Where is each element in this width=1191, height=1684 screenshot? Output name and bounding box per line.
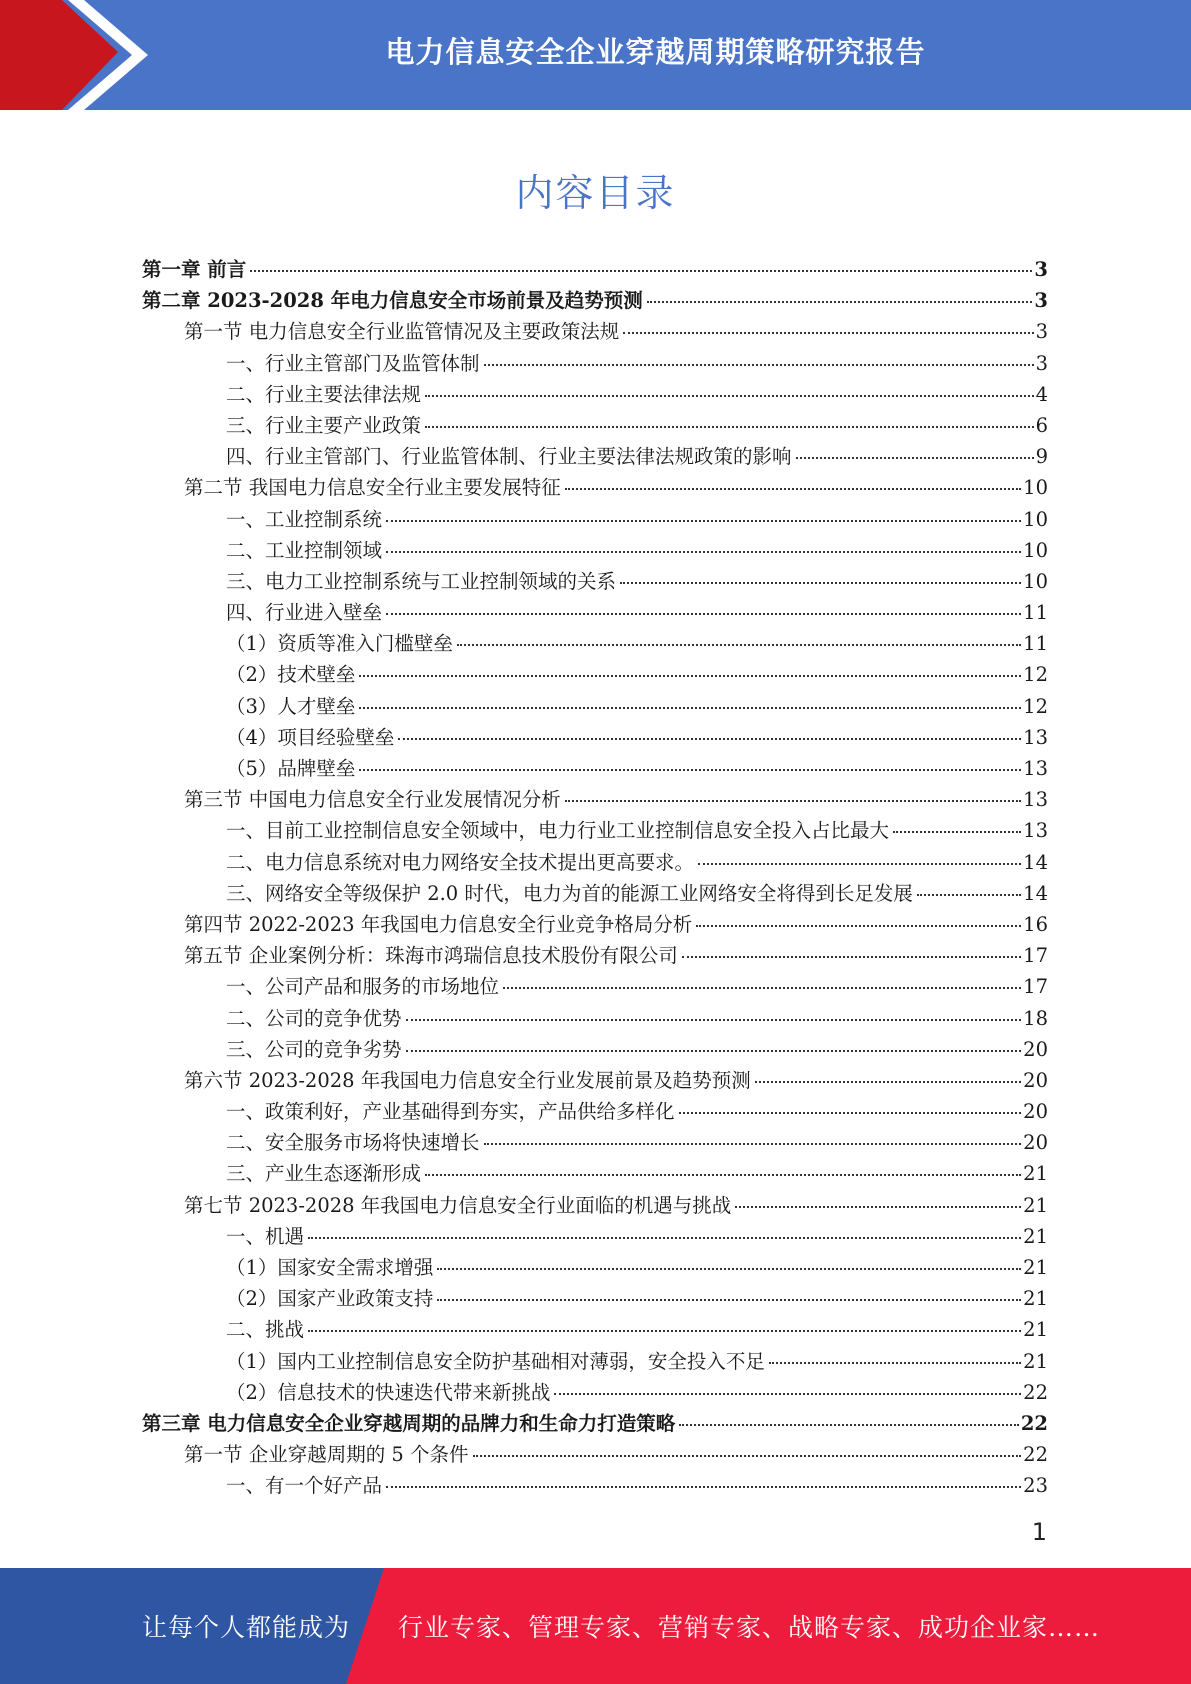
toc-entry-page: 23	[1023, 1474, 1048, 1498]
toc-entry-title: 第三章 电力信息安全企业穿越周期的品牌力和生命力打造策略	[142, 1411, 676, 1435]
toc-leader-dots	[437, 1268, 1021, 1270]
toc-entry[interactable]	[142, 1314, 1048, 1345]
toc-leader-dots	[457, 644, 1021, 646]
toc-leader-dots	[425, 1174, 1021, 1176]
toc-entry[interactable]	[142, 628, 1048, 659]
toc-leader-dots	[503, 987, 1021, 989]
toc-entry[interactable]	[142, 1096, 1048, 1127]
toc-entry-page: 3	[1034, 289, 1048, 313]
toc-entry[interactable]	[142, 441, 1048, 472]
toc-entry-page: 10	[1023, 507, 1048, 531]
toc-leader-dots	[359, 769, 1021, 771]
toc-entry[interactable]	[142, 348, 1048, 379]
toc-entry-title: 二、公司的竞争优势	[226, 1006, 402, 1030]
toc-entry-page: 14	[1023, 850, 1048, 874]
toc-entry-title: 第三节 中国电力信息安全行业发展情况分析	[184, 788, 561, 812]
toc-entry[interactable]	[142, 784, 1048, 815]
toc-entry-page: 4	[1035, 382, 1048, 406]
toc-entry-page: 13	[1023, 788, 1048, 812]
toc-entry-page: 22	[1023, 1443, 1048, 1467]
toc-entry[interactable]	[142, 909, 1048, 940]
toc-leader-dots	[682, 956, 1021, 958]
toc-entry-page: 17	[1023, 975, 1048, 999]
toc-entry-page: 20	[1023, 1068, 1048, 1092]
footer-slogan-right: 行业专家、管理专家、营销专家、战略专家、成功企业家……	[398, 1613, 1101, 1642]
toc-entry-title: 一、目前工业控制信息安全领域中，电力行业工业控制信息安全投入占比最大	[226, 819, 890, 843]
toc-entry-title: 三、电力工业控制系统与工业控制领域的关系	[226, 569, 617, 593]
toc-entry-title: （1）国内工业控制信息安全防护基础相对薄弱，安全投入不足	[226, 1349, 765, 1373]
toc-leader-dots	[437, 1299, 1021, 1301]
toc-entry-page: 21	[1023, 1287, 1048, 1311]
toc-entry-title: 三、网络安全等级保护 2.0 时代，电力为首的能源工业网络安全将得到长足发展	[226, 881, 913, 905]
toc-leader-dots	[623, 332, 1033, 334]
toc-entry-title: （1）国家安全需求增强	[226, 1256, 434, 1279]
toc-entry-title: 第六节 2023-2028 年我国电力信息安全行业发展前景及趋势预测	[184, 1068, 751, 1092]
toc-entry[interactable]	[142, 566, 1048, 597]
toc-entry-page: 22	[1023, 1380, 1048, 1404]
toc-entry[interactable]	[142, 1158, 1048, 1189]
toc-entry-page: 11	[1023, 601, 1048, 625]
toc-entry-title: （4）项目经验壁垒	[226, 725, 395, 749]
toc-leader-dots	[893, 831, 1021, 833]
report-footer	[0, 1568, 1191, 1684]
toc-leader-dots	[696, 925, 1021, 927]
toc-entry[interactable]	[142, 1377, 1048, 1408]
toc-entry-title: 一、公司产品和服务的市场地位	[226, 975, 500, 999]
toc-leader-dots	[484, 364, 1034, 366]
toc-entry-title: 第一节 电力信息安全行业监管情况及主要政策法规	[184, 320, 620, 344]
toc-entry-page: 13	[1023, 757, 1048, 780]
toc-entry[interactable]	[142, 1252, 1048, 1283]
toc-entry[interactable]	[142, 1003, 1048, 1034]
toc-entry-page: 13	[1023, 819, 1048, 843]
toc-leader-dots	[755, 1081, 1021, 1083]
toc-leader-dots	[679, 1424, 1019, 1426]
toc-leader-dots	[796, 457, 1034, 459]
toc-entry-page: 20	[1023, 1131, 1048, 1155]
toc-entry-page: 21	[1023, 1349, 1048, 1373]
toc-entry-title: 第二节 我国电力信息安全行业主要发展特征	[184, 476, 561, 500]
toc-entry-title: 第四节 2022-2023 年我国电力信息安全行业竞争格局分析	[184, 912, 693, 936]
toc-entry[interactable]	[142, 285, 1048, 316]
toc-entry-page: 12	[1023, 694, 1048, 718]
toc-leader-dots	[359, 707, 1021, 709]
toc-leader-dots	[554, 1393, 1021, 1395]
toc-entry[interactable]	[142, 472, 1048, 503]
toc-entry[interactable]	[142, 753, 1048, 784]
toc-entry-page: 18	[1023, 1006, 1048, 1030]
toc-entry-page: 21	[1023, 1193, 1048, 1217]
toc-entry[interactable]	[142, 379, 1048, 410]
toc-entry-title: 二、工业控制领域	[226, 538, 383, 562]
toc-entry-title: 第一节 企业穿越周期的 5 个条件	[184, 1443, 469, 1467]
toc-entry[interactable]	[142, 254, 1048, 285]
toc-leader-dots	[425, 395, 1034, 397]
header-arrow-decoration	[0, 0, 170, 110]
toc-leader-dots	[769, 1362, 1021, 1364]
toc-leader-dots	[917, 894, 1021, 896]
toc-entry-page: 20	[1023, 1100, 1048, 1124]
toc-entry-page: 10	[1023, 476, 1048, 500]
toc-leader-dots	[386, 1486, 1021, 1488]
toc-entry[interactable]	[142, 847, 1048, 878]
toc-entry-title: 四、行业进入壁垒	[226, 601, 383, 625]
toc-leader-dots	[473, 1455, 1022, 1457]
toc-entry[interactable]	[142, 1408, 1048, 1439]
toc-entry[interactable]	[142, 1221, 1048, 1252]
toc-entry[interactable]	[142, 410, 1048, 441]
toc-entry-title: 第一章 前言	[142, 258, 247, 281]
toc-leader-dots	[359, 675, 1021, 677]
toc-entry-page: 3	[1034, 258, 1048, 281]
toc-entry-title: 二、挑战	[226, 1318, 305, 1342]
toc-entry[interactable]	[142, 971, 1048, 1002]
toc-entry-page: 9	[1035, 445, 1048, 469]
toc-entry-title: （2）信息技术的快速迭代带来新挑战	[226, 1380, 551, 1404]
toc-entry[interactable]	[142, 504, 1048, 535]
toc-entry-title: 第二章 2023-2028 年电力信息安全市场前景及趋势预测	[142, 289, 643, 313]
toc-entry-page: 16	[1023, 912, 1048, 936]
toc-entry[interactable]	[142, 659, 1048, 690]
toc-leader-dots	[698, 863, 1021, 865]
toc-entry[interactable]	[142, 722, 1048, 753]
toc-entry[interactable]	[142, 1127, 1048, 1158]
footer-slogan-left: 让每个人都能成为	[142, 1613, 351, 1642]
toc-entry[interactable]	[142, 940, 1048, 971]
toc-entry-title: 二、安全服务市场将快速增长	[226, 1131, 480, 1155]
toc-leader-dots	[647, 301, 1033, 303]
toc-entry-title: 二、电力信息系统对电力网络安全技术提出更高要求。	[226, 850, 695, 874]
toc-leader-dots	[425, 426, 1034, 428]
toc-leader-dots	[565, 800, 1021, 802]
toc-entry-title: （2）技术壁垒	[226, 663, 356, 687]
toc-entry[interactable]	[142, 1190, 1048, 1221]
toc-entry[interactable]	[142, 1065, 1048, 1096]
toc-entry-page: 22	[1020, 1411, 1048, 1435]
toc-entry-page: 3	[1035, 351, 1048, 375]
toc-leader-dots	[398, 738, 1021, 740]
toc-entry-page: 21	[1023, 1256, 1048, 1279]
toc-entry-title: 第七节 2023-2028 年我国电力信息安全行业面临的机遇与挑战	[184, 1193, 732, 1217]
toc-leader-dots	[386, 520, 1021, 522]
toc-leader-dots	[735, 1206, 1021, 1208]
toc-entry-page: 10	[1023, 569, 1048, 593]
toc-leader-dots	[484, 1143, 1022, 1145]
page-title: 内容目录	[515, 171, 676, 215]
toc-leader-dots	[620, 582, 1021, 584]
toc-entry-title: 三、公司的竞争劣势	[226, 1037, 402, 1061]
toc-entry[interactable]	[142, 878, 1048, 909]
toc-entry-page: 13	[1023, 725, 1048, 749]
toc-entry-page: 21	[1023, 1162, 1048, 1186]
toc-entry-title: 一、机遇	[226, 1224, 305, 1248]
toc-entry-page: 14	[1023, 881, 1048, 905]
toc-entry-page: 11	[1023, 632, 1048, 656]
toc-entry[interactable]	[142, 316, 1048, 347]
toc-entry-title: 一、有一个好产品	[226, 1474, 383, 1498]
toc-leader-dots	[308, 1237, 1021, 1239]
toc-entry-title: 第五节 企业案例分析：珠海市鸿瑞信息技术股份有限公司	[184, 944, 678, 968]
toc-entry-page: 10	[1023, 538, 1048, 562]
toc-entry-title: 二、行业主要法律法规	[226, 382, 422, 406]
toc-entry-page: 12	[1023, 663, 1048, 687]
toc-entry-title: 一、政策利好，产业基础得到夯实，产品供给多样化	[226, 1100, 675, 1124]
toc-leader-dots	[565, 488, 1021, 490]
toc-entry[interactable]	[142, 1439, 1048, 1470]
toc-entry-title: 三、产业生态逐渐形成	[226, 1162, 422, 1186]
toc-leader-dots	[406, 1050, 1022, 1052]
toc-entry[interactable]	[142, 597, 1048, 628]
toc-entry-title: （2）国家产业政策支持	[226, 1287, 434, 1311]
toc-leader-dots	[406, 1019, 1022, 1021]
report-header	[0, 0, 1191, 110]
toc-entry-page: 6	[1035, 413, 1048, 437]
toc-entry[interactable]	[142, 1346, 1048, 1377]
report-title: 电力信息安全企业穿越周期策略研究报告	[385, 34, 926, 69]
toc-entry-title: 一、工业控制系统	[226, 507, 383, 531]
toc-leader-dots	[250, 270, 1032, 272]
toc-entry-title: （1）资质等准入门槛壁垒	[226, 632, 453, 656]
toc-leader-dots	[386, 613, 1021, 615]
toc-entry-title: 三、行业主要产业政策	[226, 413, 422, 437]
toc-entry[interactable]	[142, 535, 1048, 566]
toc-entry-title: （3）人才壁垒	[226, 694, 356, 718]
toc-entry[interactable]	[142, 1283, 1048, 1314]
toc-entry[interactable]	[142, 691, 1048, 722]
toc-entry-page: 17	[1023, 944, 1048, 968]
toc-entry[interactable]	[142, 1470, 1048, 1501]
toc-entry-page: 21	[1023, 1224, 1048, 1248]
toc-leader-dots	[386, 551, 1021, 553]
toc-entry-title: 四、行业主管部门、行业监管体制、行业主要法律法规政策的影响	[226, 445, 792, 469]
toc-entry-page: 20	[1023, 1037, 1048, 1061]
toc-entry-title: 一、行业主管部门及监管体制	[226, 351, 480, 375]
toc-entry-title: （5）品牌壁垒	[226, 757, 356, 780]
toc-entry-page: 21	[1023, 1318, 1048, 1342]
page-number: 1	[1031, 1518, 1047, 1546]
toc-entry[interactable]	[142, 815, 1048, 846]
toc-entry-page: 3	[1035, 320, 1048, 344]
toc-leader-dots	[679, 1112, 1022, 1114]
table-of-contents	[142, 254, 1048, 1502]
toc-leader-dots	[308, 1330, 1021, 1332]
toc-entry[interactable]	[142, 1034, 1048, 1065]
